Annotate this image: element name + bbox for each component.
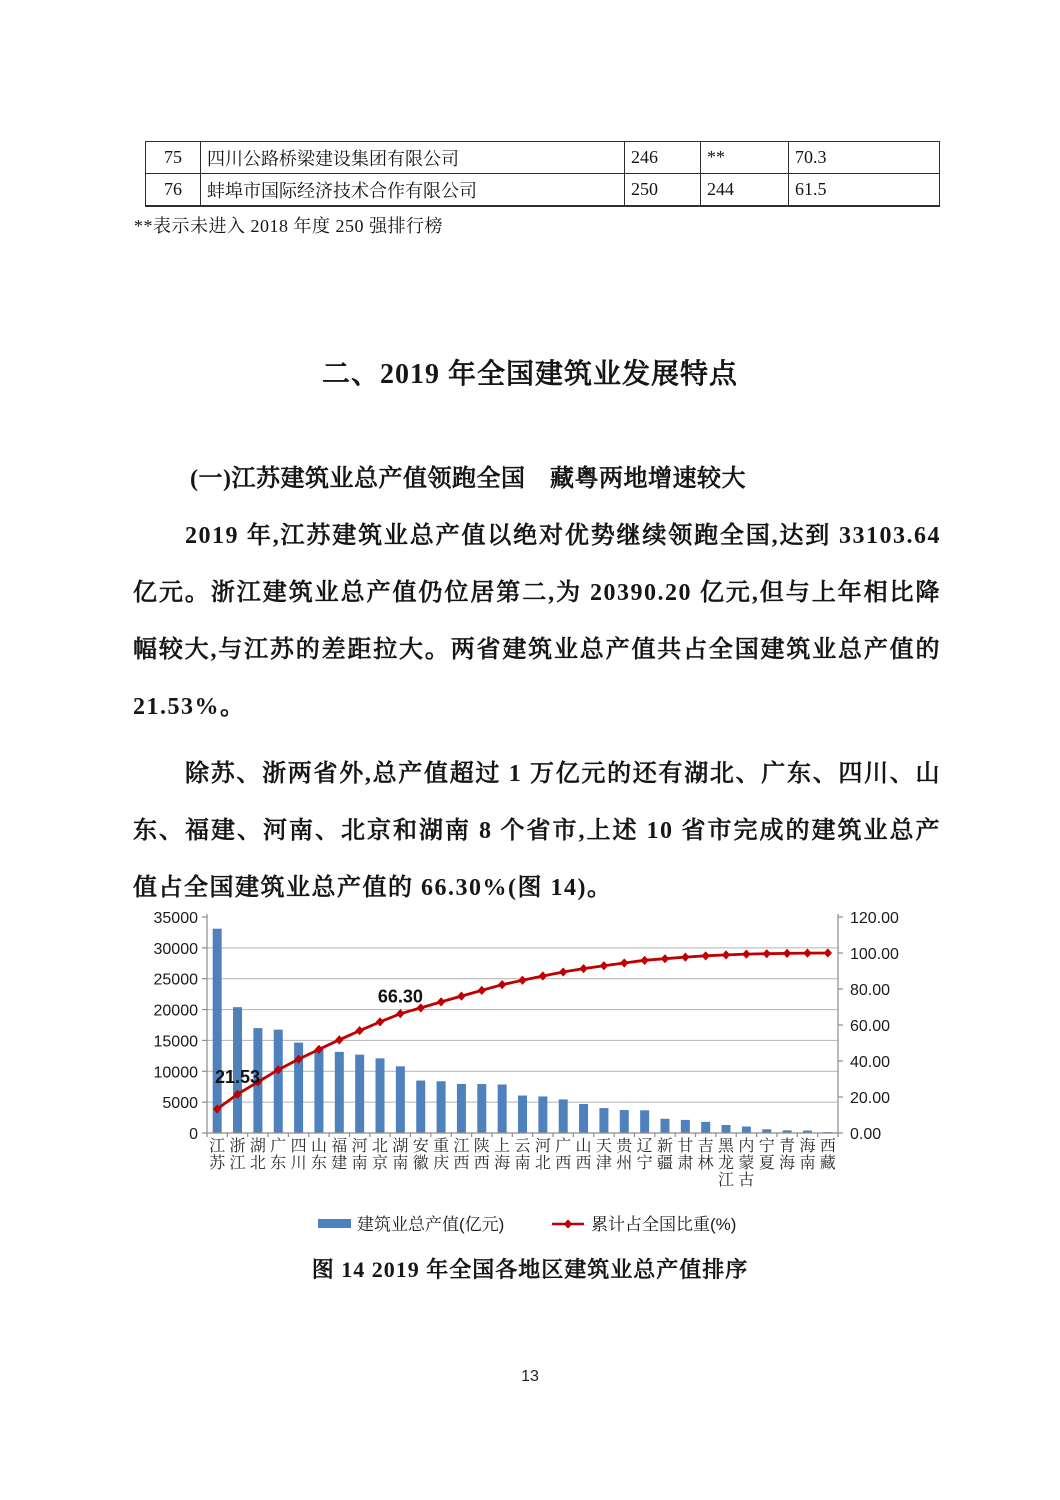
svg-text:贵: 贵 xyxy=(616,1138,633,1155)
svg-text:林: 林 xyxy=(697,1155,714,1172)
line-marker xyxy=(722,950,730,959)
chart-legend xyxy=(318,1215,736,1234)
svg-text:津: 津 xyxy=(595,1155,612,1172)
bar-江西 xyxy=(457,1084,466,1133)
bar-北京 xyxy=(376,1058,385,1133)
svg-text:京: 京 xyxy=(372,1155,389,1172)
line-marker xyxy=(824,948,832,957)
svg-text:100.00: 100.00 xyxy=(850,946,899,963)
legend-label-line: 累计占全国比重(%) xyxy=(591,1215,737,1234)
line-marker xyxy=(742,950,750,959)
line-marker xyxy=(498,980,506,989)
bar-山西 xyxy=(579,1104,588,1133)
svg-text:40.00: 40.00 xyxy=(850,1054,891,1071)
line-marker xyxy=(640,956,648,965)
line-marker xyxy=(457,991,465,1000)
svg-text:江: 江 xyxy=(209,1138,226,1155)
svg-text:西: 西 xyxy=(473,1155,490,1172)
bar-甘肃 xyxy=(681,1120,690,1133)
svg-text:广: 广 xyxy=(555,1138,572,1155)
value-cell: 250 xyxy=(625,174,701,207)
rank-cell: 76 xyxy=(146,174,201,207)
svg-text:120.00: 120.00 xyxy=(850,910,899,927)
legend-bar-swatch xyxy=(318,1219,351,1228)
line-marker xyxy=(661,954,669,963)
bar-河南 xyxy=(355,1055,364,1133)
legend-line-marker xyxy=(564,1219,572,1228)
svg-text:宁: 宁 xyxy=(758,1138,775,1155)
svg-text:30000: 30000 xyxy=(153,940,198,958)
svg-text:西: 西 xyxy=(555,1155,572,1172)
line-marker xyxy=(396,1009,404,1018)
svg-text:5000: 5000 xyxy=(162,1095,198,1113)
svg-text:西: 西 xyxy=(819,1138,836,1155)
line-marker xyxy=(620,958,628,967)
svg-text:州: 州 xyxy=(616,1155,633,1172)
svg-text:西: 西 xyxy=(575,1155,592,1172)
bar-陕西 xyxy=(477,1084,486,1133)
line-marker xyxy=(681,953,689,962)
line-marker xyxy=(579,964,587,973)
x-axis-labels xyxy=(209,1136,836,1189)
svg-text:80.00: 80.00 xyxy=(850,982,891,999)
svg-text:20.00: 20.00 xyxy=(850,1090,891,1107)
bar-吉林 xyxy=(701,1122,710,1133)
svg-text:15000: 15000 xyxy=(153,1033,198,1051)
bar-内蒙古 xyxy=(742,1127,751,1133)
line-marker xyxy=(335,1035,343,1044)
bar-安徽 xyxy=(416,1081,425,1133)
svg-text:徽: 徽 xyxy=(412,1155,429,1172)
company-cell: 四川公路桥梁建设集团有限公司 xyxy=(201,142,625,174)
svg-text:甘: 甘 xyxy=(677,1138,694,1155)
line-marker xyxy=(437,997,445,1006)
svg-text:宁: 宁 xyxy=(636,1155,653,1172)
svg-text:海: 海 xyxy=(779,1155,796,1172)
line-marker xyxy=(376,1017,384,1026)
svg-text:黑: 黑 xyxy=(718,1138,735,1155)
table-row xyxy=(146,174,940,207)
svg-text:21.53: 21.53 xyxy=(215,1067,261,1088)
table-footnote: **表示未进入 2018 年度 250 强排行榜 xyxy=(134,216,443,236)
svg-text:山: 山 xyxy=(310,1138,327,1155)
value-cell: 70.3 xyxy=(789,142,940,174)
subsection-heading: (一)江苏建筑业总产值领跑全国 藏粤两地增速较大 xyxy=(190,466,746,492)
cumulative-line-series xyxy=(213,948,832,1113)
svg-text:江: 江 xyxy=(229,1155,246,1172)
svg-text:南: 南 xyxy=(351,1155,368,1172)
bar-贵州 xyxy=(620,1110,629,1133)
svg-text:东: 东 xyxy=(270,1155,287,1172)
svg-text:安: 安 xyxy=(412,1138,429,1155)
svg-text:川: 川 xyxy=(290,1155,307,1172)
body-text xyxy=(133,508,941,917)
svg-text:浙: 浙 xyxy=(229,1138,246,1155)
paragraph: 除苏、浙两省外,总产值超过 1 万亿元的还有湖北、广东、四川、山东、福建、河南、北京和湖南 8 个省市,上述 10 省市完成的建筑业总产值占全国建筑业总产值的 66.30%(图 14)。 xyxy=(133,761,941,901)
svg-text:10000: 10000 xyxy=(153,1064,198,1082)
svg-text:山: 山 xyxy=(575,1138,592,1155)
svg-text:66.30: 66.30 xyxy=(377,986,423,1007)
svg-text:海: 海 xyxy=(799,1138,816,1155)
bar-湖南 xyxy=(396,1066,405,1133)
bar-福建 xyxy=(335,1052,344,1133)
value-cell: ** xyxy=(701,142,789,174)
line-marker xyxy=(355,1026,363,1035)
svg-text:25000: 25000 xyxy=(153,971,198,989)
bar-新疆 xyxy=(660,1119,669,1133)
ranking-table xyxy=(145,141,940,207)
line-marker xyxy=(559,967,567,976)
svg-text:建: 建 xyxy=(331,1155,348,1172)
svg-text:20000: 20000 xyxy=(153,1002,198,1020)
bar-辽宁 xyxy=(640,1110,649,1133)
svg-text:蒙: 蒙 xyxy=(738,1155,755,1172)
svg-text:四: 四 xyxy=(290,1138,307,1155)
bar-江苏 xyxy=(213,929,222,1133)
svg-text:疆: 疆 xyxy=(656,1155,673,1172)
svg-text:60.00: 60.00 xyxy=(850,1018,891,1035)
bar-广西 xyxy=(559,1099,568,1133)
bar-山东 xyxy=(314,1049,323,1133)
svg-text:辽: 辽 xyxy=(636,1138,653,1155)
svg-text:青: 青 xyxy=(779,1138,796,1155)
svg-text:苏: 苏 xyxy=(209,1155,226,1172)
figure-caption: 图 14 2019 年全国各地区建筑业总产值排序 xyxy=(311,1257,749,1282)
bar-云南 xyxy=(518,1096,527,1133)
svg-text:海: 海 xyxy=(494,1155,511,1172)
value-cell: 61.5 xyxy=(789,174,940,207)
svg-text:天: 天 xyxy=(595,1138,612,1155)
svg-text:古: 古 xyxy=(738,1172,755,1189)
svg-text:肃: 肃 xyxy=(677,1155,694,1172)
svg-text:0.00: 0.00 xyxy=(850,1126,882,1143)
value-cell: 244 xyxy=(701,174,789,207)
svg-text:陕: 陕 xyxy=(473,1138,490,1155)
svg-text:庆: 庆 xyxy=(433,1155,450,1172)
svg-text:河: 河 xyxy=(351,1138,368,1155)
line-marker xyxy=(803,949,811,958)
rank-cell: 75 xyxy=(146,142,201,174)
svg-text:湖: 湖 xyxy=(392,1138,409,1155)
svg-text:湖: 湖 xyxy=(249,1138,266,1155)
table-row xyxy=(146,142,940,174)
bar-天津 xyxy=(599,1108,608,1133)
value-cell: 246 xyxy=(625,142,701,174)
svg-text:上: 上 xyxy=(494,1138,511,1155)
svg-text:35000: 35000 xyxy=(153,910,198,927)
pareto-chart xyxy=(148,903,908,1248)
svg-text:藏: 藏 xyxy=(819,1155,836,1172)
svg-text:云: 云 xyxy=(514,1138,531,1155)
svg-text:河: 河 xyxy=(534,1138,551,1155)
bar-黑龙江 xyxy=(722,1125,731,1133)
svg-text:重: 重 xyxy=(433,1138,450,1155)
svg-text:西: 西 xyxy=(453,1155,470,1172)
svg-text:江: 江 xyxy=(453,1138,470,1155)
svg-text:北: 北 xyxy=(249,1155,266,1172)
svg-text:南: 南 xyxy=(799,1155,816,1172)
svg-text:0: 0 xyxy=(189,1126,198,1143)
svg-text:北: 北 xyxy=(534,1155,551,1172)
svg-text:龙: 龙 xyxy=(718,1155,735,1172)
svg-text:南: 南 xyxy=(514,1155,531,1172)
company-cell: 蚌埠市国际经济技术合作有限公司 xyxy=(201,174,625,207)
section-heading: 二、2019 年全国建筑业发展特点 xyxy=(321,359,738,390)
line-marker xyxy=(763,949,771,958)
svg-text:北: 北 xyxy=(372,1138,389,1155)
line-marker xyxy=(600,961,608,970)
line-marker xyxy=(478,986,486,995)
svg-text:江: 江 xyxy=(718,1172,735,1189)
svg-text:吉: 吉 xyxy=(697,1138,714,1155)
paragraph: 2019 年,江苏建筑业总产值以绝对优势继续领跑全国,达到 33103.64 亿元。浙江建筑业总产值仍位居第二,为 20390.20 亿元,但与上年相比降幅较大,与江苏的差距拉大。两省建筑业总产值共占全国建筑业总产值的 21.53%。 xyxy=(133,523,941,720)
svg-text:东: 东 xyxy=(310,1155,327,1172)
svg-text:广: 广 xyxy=(270,1138,287,1155)
line-marker xyxy=(518,976,526,985)
bar-河北 xyxy=(538,1096,547,1133)
page-number: 13 xyxy=(521,1368,539,1385)
line-marker xyxy=(701,951,709,960)
svg-text:内: 内 xyxy=(738,1138,755,1155)
svg-text:新: 新 xyxy=(656,1138,673,1155)
bar-广东 xyxy=(274,1030,283,1133)
svg-text:夏: 夏 xyxy=(758,1155,775,1172)
bar-上海 xyxy=(498,1084,507,1133)
svg-text:南: 南 xyxy=(392,1155,409,1172)
legend-label-bar: 建筑业总产值(亿元) xyxy=(357,1215,505,1234)
bar-重庆 xyxy=(437,1081,446,1133)
svg-text:福: 福 xyxy=(331,1138,348,1155)
line-marker xyxy=(783,949,791,958)
